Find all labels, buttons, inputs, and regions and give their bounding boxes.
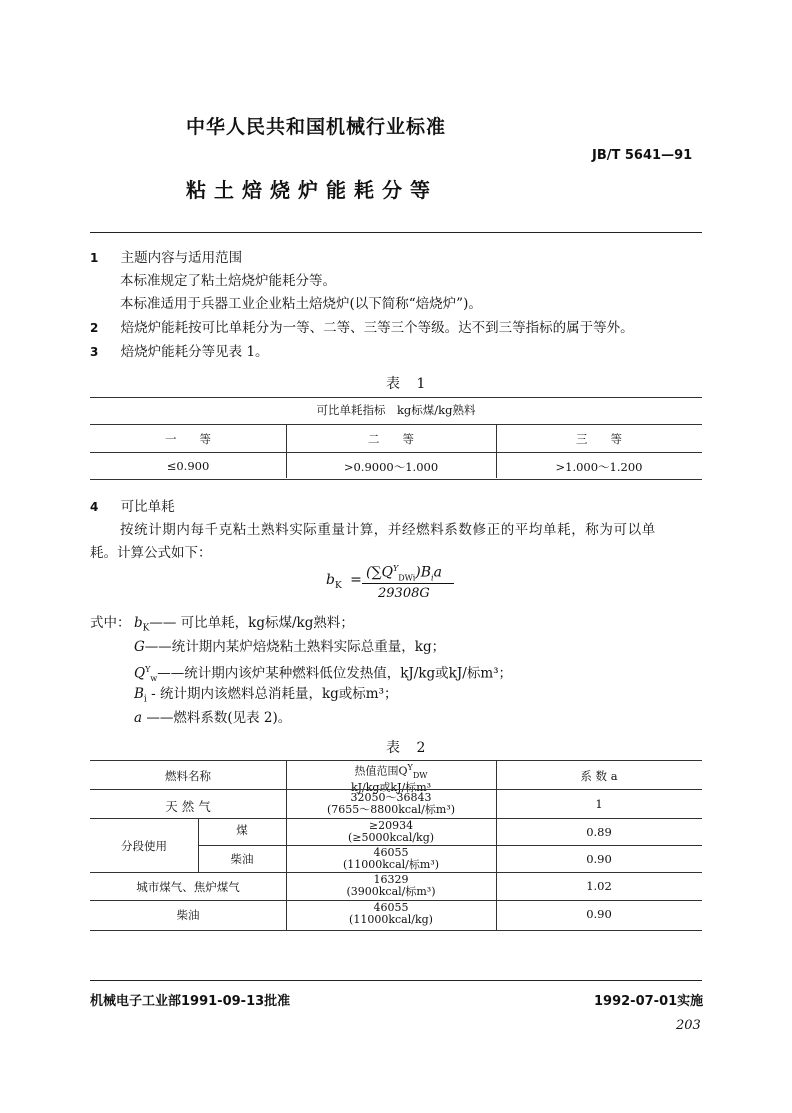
table-2-row-2-sub: 煤 (236, 823, 248, 837)
org-title: 中华人民共和国机械行业标准 (186, 116, 447, 138)
standard-code: JB/T 5641—91 (592, 148, 693, 163)
table-1-val-first: ≤0.900 (166, 459, 210, 473)
section-3 (90, 342, 269, 362)
definition-g (134, 637, 445, 657)
def-text: - 统计期内该燃料总消耗量，kg或标m³； (146, 686, 398, 702)
footer-rule (90, 980, 702, 981)
def-text: ——燃料系数(见表 2)。 (142, 710, 292, 726)
formula-denominator: 29308G (378, 586, 430, 601)
section-text: 焙烧炉能耗按可比单耗分为一等、二等、三等三个等级。达不到三等指标的属于等外。 (120, 320, 634, 336)
formula-num-part: )B (415, 564, 432, 581)
formula-numerator (366, 564, 442, 582)
definition-bk (134, 613, 354, 639)
section-number: 3 (90, 345, 99, 359)
def-symbol: b (134, 615, 143, 631)
formula-num-sub: DWi (398, 573, 416, 583)
section-4-heading (90, 497, 175, 517)
heat-header-unit: kJ/kg或kJ/标m³ (350, 780, 432, 794)
formula-num-part: a (433, 564, 442, 581)
table-2-row-5-coef: 0.90 (586, 907, 612, 921)
section-1-heading (90, 248, 242, 268)
table-1-val-second: >0.9000～1.000 (343, 460, 439, 474)
table-1-col-third: 三 等 (576, 432, 622, 446)
approval-text: 机械电子工业部1991-09-13批准 (90, 994, 291, 1009)
table-2-segment-name: 分段使用 (121, 839, 167, 853)
table-2-row-2-coef: 0.89 (586, 825, 612, 839)
table-1-col-second: 二 等 (368, 432, 414, 446)
heat-value-kcal: (11000kcal/标m³) (342, 858, 440, 871)
heat-value-kcal: (7655～8800kcal/标m³) (326, 803, 456, 816)
section-4-para-2: 耗。计算公式如下： (90, 545, 212, 561)
formula-num-sup: Y (392, 564, 399, 573)
table-1-top-rule (90, 397, 702, 398)
def-symbol: B (134, 686, 144, 702)
def-symbol: a (134, 710, 143, 726)
formula-num-part: (∑Q (366, 564, 393, 581)
def-subscript: w (150, 674, 158, 684)
table-1-bottom-rule (90, 479, 702, 480)
def-superscript: Y (145, 665, 151, 674)
def-text: ——统计期内该炉某种燃料低位发热值，kJ/kg或kJ/标m³； (157, 665, 513, 682)
section-title: 主题内容与适用范围 (120, 250, 243, 266)
effective-date: 1992-07-01实施 (594, 994, 704, 1009)
document-title: 粘土焙烧炉能耗分等 (186, 178, 438, 202)
definition-a (134, 708, 291, 728)
page-number: 203 (676, 1018, 701, 1033)
section-title: 可比单耗 (120, 499, 175, 515)
table-1-caption: 表 1 (386, 376, 432, 392)
table-2-row-4-heat (286, 874, 496, 898)
table-2-bottom-rule (90, 930, 702, 931)
table-2-caption: 表 2 (386, 740, 432, 756)
section-text: 焙烧炉能耗分等见表 1。 (120, 344, 269, 360)
table-2-row-1-name: 天 然 气 (165, 799, 211, 814)
heat-value-kcal: (≥5000kcal/kg) (347, 831, 435, 844)
heat-value-kcal: (11000kcal/kg) (349, 913, 433, 926)
definition-bi (134, 684, 398, 710)
section-2 (90, 318, 634, 338)
heat-value: 46055 (373, 901, 409, 914)
section-1-para-1: 本标准规定了粘土焙烧炉能耗分等。 (120, 273, 336, 289)
table-1-val-third: >1.000～1.200 (555, 460, 643, 474)
table-2-row-4-name: 城市煤气、焦炉煤气 (136, 880, 240, 894)
table-1-col-first: 一 等 (165, 432, 211, 446)
table-1-header: 可比单耗指标 kg标煤/kg熟料 (316, 403, 476, 417)
table-2-row-3-sub: 柴油 (230, 852, 254, 866)
heat-value: 32050～36843 (350, 791, 432, 804)
heat-value: 16329 (373, 873, 409, 886)
table-2-row-3-coef: 0.90 (586, 852, 612, 866)
table-2-row-rule (90, 789, 702, 790)
heat-header-sub: DW (412, 770, 428, 780)
formula-symbol: b (326, 572, 335, 588)
table-2-header-coef: 系 数 a (580, 769, 618, 783)
def-text: —— 可比单耗，kg标煤/kg熟料； (149, 615, 354, 631)
formula-subscript: K (334, 580, 342, 591)
heat-value-kcal: (3900kcal/标m³) (346, 885, 436, 898)
section-number: 2 (90, 321, 99, 335)
formula-equals: = (350, 572, 362, 588)
def-subscript: K (142, 623, 150, 634)
table-2-row-2-heat (286, 820, 496, 844)
section-number: 1 (90, 251, 99, 265)
heat-value: 46055 (373, 846, 409, 859)
section-number: 4 (90, 500, 99, 514)
table-2-row-1-coef: 1 (595, 797, 603, 811)
heat-value: ≥20934 (368, 819, 414, 832)
where-label: 式中： (90, 615, 131, 631)
formula-fraction-bar (362, 583, 454, 584)
table-2-row-1-heat (286, 792, 496, 816)
table-2-row-rule (198, 845, 702, 846)
heat-header-sup: Y (407, 763, 413, 772)
def-text: ——统计期内某炉焙烧粘土熟料实际总重量，kg； (144, 639, 446, 655)
def-symbol: Q (134, 665, 146, 682)
table-2-row-4-coef: 1.02 (586, 879, 612, 893)
section-4-para-1: 按统计期内每千克粘土熟料实际重量计算，并经燃料系数修正的平均单耗，称为可以单 (120, 522, 656, 538)
heat-header-text: 热值范围Q (354, 764, 408, 778)
table-2-header-name: 燃料名称 (165, 769, 211, 783)
header-rule (90, 232, 702, 233)
table-2-row-5-name: 柴油 (176, 908, 200, 922)
def-subscript: i (143, 694, 147, 705)
table-2-row-5-heat (286, 902, 496, 926)
section-1-para-2: 本标准适用于兵器工业企业粘土焙烧炉(以下简称“焙烧炉”)。 (120, 296, 482, 312)
table-1-mid-rule (90, 452, 702, 453)
table-2-row-3-heat (286, 847, 496, 871)
table-1-header-rule (90, 424, 702, 425)
table-2-top-rule (90, 760, 702, 761)
formula-lhs (326, 572, 362, 591)
formula-num-sub: i (431, 573, 434, 583)
def-symbol: G (134, 639, 145, 655)
